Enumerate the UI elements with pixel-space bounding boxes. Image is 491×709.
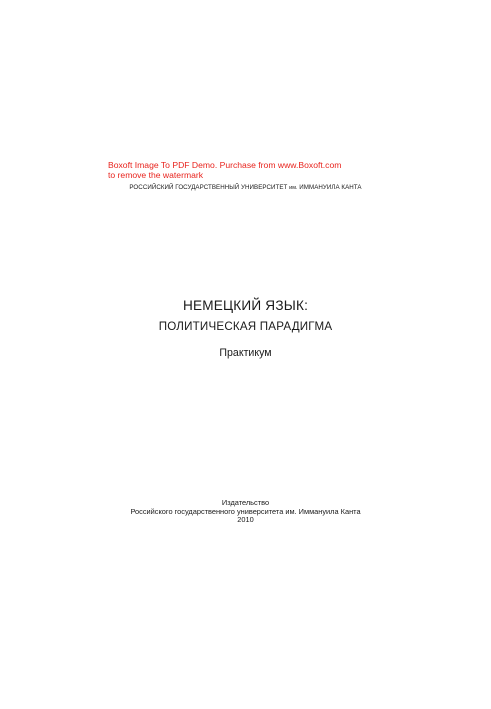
university-kant: ИММАНУИЛА КАНТА: [299, 184, 362, 191]
watermark-text: Boxoft Image To PDF Demo. Purchase from www.Boxoft.com to remove the watermark: [108, 160, 342, 180]
university-name: РОССИЙСКИЙ ГОСУДАРСТВЕННЫЙ УНИВЕРСИТЕТ: [129, 184, 288, 191]
university-im-abbrev: им.: [289, 185, 298, 191]
publisher-label: Издательство: [221, 498, 270, 507]
document-subtitle: Практикум: [219, 347, 272, 359]
document-title: НЕМЕЦКИЙ ЯЗЫК:: [182, 298, 309, 313]
document-title-line2: ПОЛИТИЧЕСКАЯ ПАРАДИГМА: [158, 320, 333, 333]
publisher-name: Российского государственного университета им. Иммануила Канта: [130, 506, 361, 516]
university-header: [0, 184, 491, 191]
publisher-block: [0, 499, 491, 525]
title-block: [0, 298, 491, 360]
publication-year: 2010: [237, 515, 254, 525]
